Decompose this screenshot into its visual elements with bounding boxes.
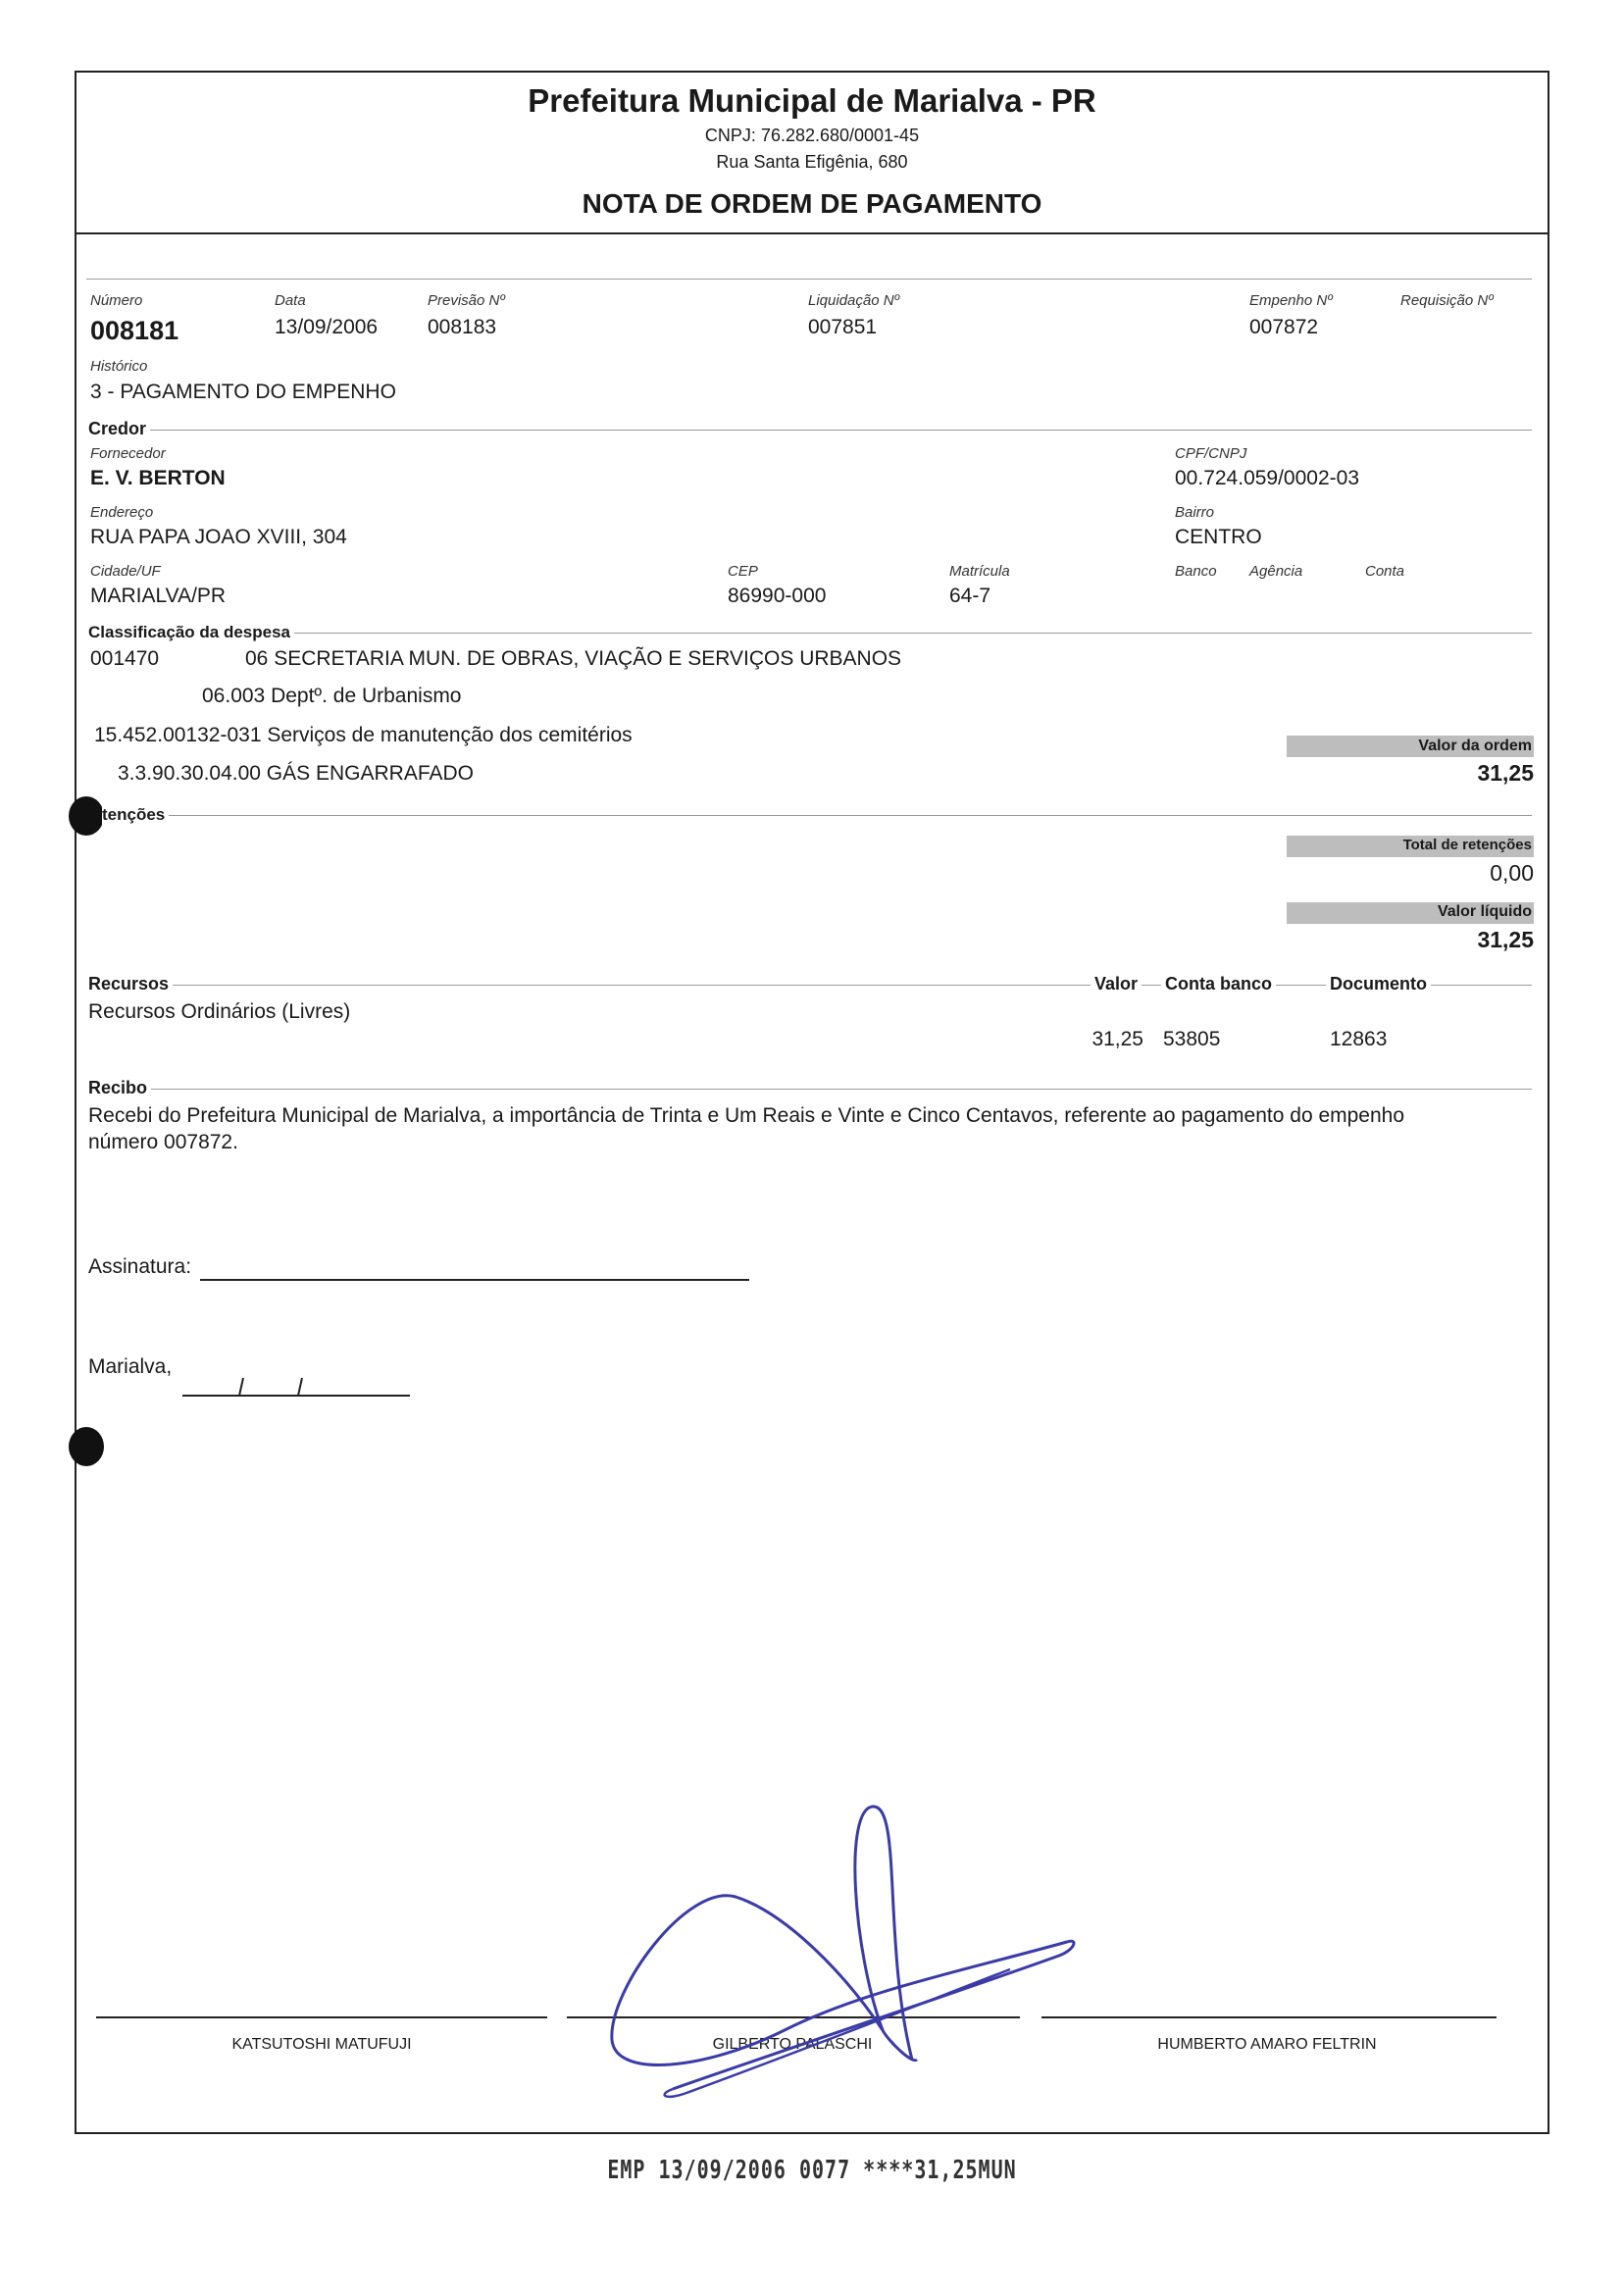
empenho-value: 007872 bbox=[1249, 316, 1319, 338]
recursos-valor-header: Valor bbox=[1091, 974, 1142, 994]
cidade-label: Cidade/UF bbox=[90, 563, 161, 580]
local-label: Marialva, bbox=[88, 1355, 173, 1378]
liquidacao-label: Liquidação Nº bbox=[808, 292, 900, 309]
elemento-text: 3.3.90.30.04.00 GÁS ENGARRAFADO bbox=[118, 762, 475, 785]
banco-label: Banco bbox=[1175, 563, 1217, 580]
secretaria-text: 06 SECRETARIA MUN. DE OBRAS, VIAÇÃO E SERVIÇOS URBANOS bbox=[245, 647, 902, 670]
endereco-value: RUA PAPA JOAO XVIII, 304 bbox=[90, 526, 347, 548]
recursos-documento-header: Documento bbox=[1326, 974, 1431, 994]
recursos-desc: Recursos Ordinários (Livres) bbox=[88, 1000, 351, 1023]
endereco-label: Endereço bbox=[90, 504, 154, 521]
punch-hole bbox=[69, 1427, 104, 1466]
liquido-value: 31,25 bbox=[1477, 927, 1534, 952]
agencia-label: Agência bbox=[1249, 563, 1303, 580]
address-text: Rua Santa Efigênia, 680 bbox=[716, 152, 908, 172]
retencoes-section: tenções bbox=[102, 805, 169, 825]
cpf-label: CPF/CNPJ bbox=[1175, 445, 1247, 462]
signatory-2: GILBERTO PALASCHI bbox=[712, 2036, 873, 2053]
assinatura-label: Assinatura: bbox=[88, 1255, 192, 1278]
data-value: 13/09/2006 bbox=[275, 316, 379, 338]
punch-hole bbox=[69, 796, 104, 836]
cidade-value: MARIALVA/PR bbox=[90, 585, 227, 607]
signatory-3: HUMBERTO AMARO FELTRIN bbox=[1157, 2036, 1377, 2053]
classificacao-rule bbox=[90, 633, 1532, 634]
previsao-value: 008183 bbox=[428, 316, 497, 338]
data-label: Data bbox=[275, 292, 306, 309]
valor-ordem-label: Valor da ordem bbox=[1418, 738, 1532, 754]
signatory-1: KATSUTOSHI MATUFUJI bbox=[231, 2036, 412, 2053]
recibo-text-2: número 007872. bbox=[88, 1131, 238, 1153]
credor-section: Credor bbox=[88, 419, 150, 439]
fornecedor-label: Fornecedor bbox=[90, 445, 166, 462]
signature-line-1 bbox=[96, 2016, 547, 2018]
numero-label: Número bbox=[90, 292, 143, 309]
programa-text: 15.452.00132-031 Serviços de manutenção dos cemitérios bbox=[94, 724, 633, 746]
requisicao-label: Requisição Nº bbox=[1400, 292, 1494, 309]
recibo-section: Recibo bbox=[88, 1078, 151, 1098]
recursos-rule bbox=[90, 985, 1532, 986]
historico-value: 3 - PAGAMENTO DO EMPENHO bbox=[90, 381, 396, 403]
cep-value: 86990-000 bbox=[728, 585, 827, 607]
recursos-conta: 53805 bbox=[1163, 1028, 1221, 1050]
retencoes-rule bbox=[90, 815, 1532, 816]
total-ret-label: Total de retenções bbox=[1402, 837, 1532, 853]
cpf-value: 00.724.059/0002-03 bbox=[1175, 467, 1360, 489]
credor-rule bbox=[90, 430, 1532, 431]
numero-value: 008181 bbox=[90, 316, 179, 345]
recursos-documento: 12863 bbox=[1330, 1028, 1388, 1050]
cnpj-text: CNPJ: 76.282.680/0001-45 bbox=[704, 126, 920, 145]
date-blank[interactable] bbox=[182, 1374, 410, 1398]
historico-label: Histórico bbox=[90, 358, 148, 375]
classificacao-code: 001470 bbox=[90, 647, 160, 670]
total-ret-value: 0,00 bbox=[1490, 860, 1534, 886]
matricula-label: Matrícula bbox=[949, 563, 1010, 580]
valor-ordem-value: 31,25 bbox=[1477, 760, 1534, 786]
fornecedor-value: E. V. BERTON bbox=[90, 467, 226, 489]
signature-line-3 bbox=[1041, 2016, 1497, 2018]
matricula-value: 64-7 bbox=[949, 585, 991, 607]
bairro-value: CENTRO bbox=[1175, 526, 1262, 548]
conta-label: Conta bbox=[1365, 563, 1405, 580]
recursos-section: Recursos bbox=[88, 974, 173, 994]
previsao-label: Previsão Nº bbox=[428, 292, 505, 309]
recibo-text-1: Recebi do Prefeitura Municipal de Marialva, a importância de Trinta e Um Reais e Vinte e Cinco Centavos, referente ao pagamento do empenho bbox=[88, 1104, 1405, 1127]
assinatura-line[interactable] bbox=[200, 1279, 749, 1281]
empenho-label: Empenho Nº bbox=[1249, 292, 1333, 309]
document-title: NOTA DE ORDEM DE PAGAMENTO bbox=[582, 188, 1042, 219]
bank-authentication: EMP 13/09/2006 0077 ****31,25MUN bbox=[607, 2154, 1017, 2185]
classificacao-section: Classificação da despesa bbox=[88, 623, 294, 642]
recibo-rule bbox=[90, 1089, 1532, 1090]
recursos-conta-header: Conta banco bbox=[1161, 974, 1276, 994]
cep-label: CEP bbox=[728, 563, 758, 580]
bairro-label: Bairro bbox=[1175, 504, 1215, 521]
dept-text: 06.003 Deptº. de Urbanismo bbox=[202, 685, 462, 707]
liquidacao-value: 007851 bbox=[808, 316, 878, 338]
header-divider bbox=[76, 232, 1548, 234]
ids-rule bbox=[86, 279, 1532, 280]
liquido-label: Valor líquido bbox=[1437, 903, 1532, 920]
page-title: Prefeitura Municipal de Marialva - PR bbox=[528, 82, 1096, 119]
recursos-valor: 31,25 bbox=[1091, 1028, 1143, 1050]
handwritten-signature bbox=[588, 1795, 1098, 2128]
